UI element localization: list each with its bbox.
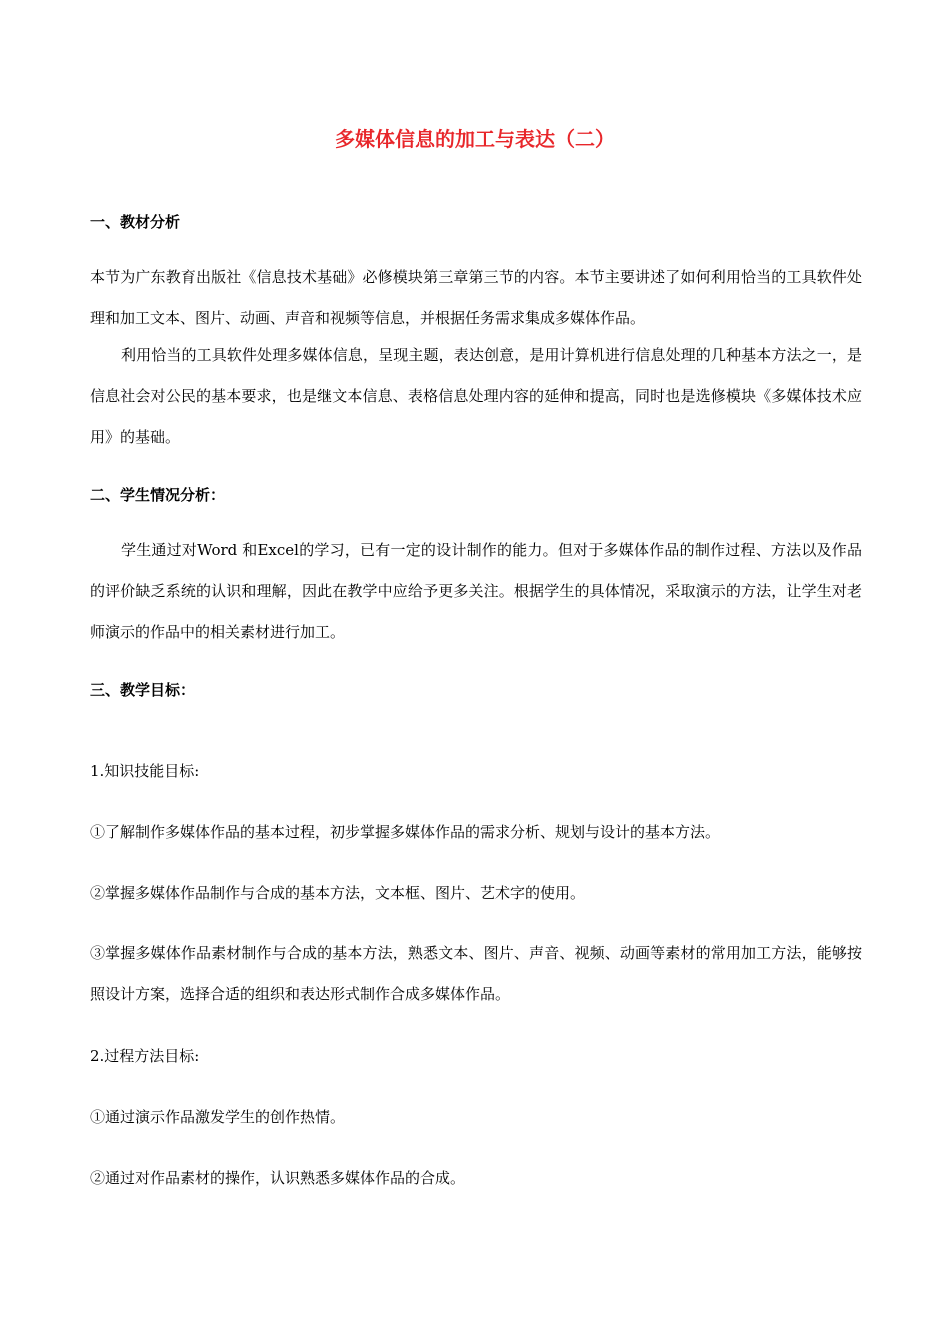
paragraph-textbook-significance: 利用恰当的工具软件处理多媒体信息，呈现主题，表达创意，是用计算机进行信息处理的几种基本方法之一，是信息社会对公民的基本要求，也是继文本信息、表格信息处理内容的延伸和提高，同时也是选修模块《多媒体技术应用》的基础。 xyxy=(90,346,862,446)
goal-process-item-2: ②通过对作品素材的操作，认识熟悉多媒体作品的合成。 xyxy=(90,1169,466,1187)
paragraph-student-analysis: 学生通过对Word 和Excel的学习，已有一定的设计制作的能力。但对于多媒体作品的制作过程、方法以及作品的评价缺乏系统的认识和理解，因此在教学中应给予更多关注。根据学生的具体情况，采取演示的方法，让学生对老师演示的作品中的相关素材进行加工。 xyxy=(90,541,862,641)
document-title: 多媒体信息的加工与表达（二） xyxy=(335,127,615,151)
goal-knowledge-item-2: ②掌握多媒体作品制作与合成的基本方法，文本框、图片、艺术字的使用。 xyxy=(90,884,586,902)
section-heading-teaching-goals: 三、教学目标： xyxy=(90,681,196,699)
goal-knowledge-label: 1.知识技能目标: xyxy=(90,762,200,780)
section-heading-textbook-analysis: 一、教材分析 xyxy=(90,213,181,231)
goal-process-label: 2.过程方法目标: xyxy=(90,1047,200,1065)
paragraph-textbook-intro: 本节为广东教育出版社《信息技术基础》必修模块第三章第三节的内容。本节主要讲述了如何利用恰当的工具软件处理和加工文本、图片、动画、声音和视频等信息，并根据任务需求集成多媒体作品。 xyxy=(90,268,862,327)
goal-process-item-1: ①通过演示作品激发学生的创作热情。 xyxy=(90,1108,346,1126)
section-heading-student-analysis: 二、学生情况分析： xyxy=(90,486,226,504)
goal-knowledge-item-3: ③掌握多媒体作品素材制作与合成的基本方法，熟悉文本、图片、声音、视频、动画等素材的常用加工方法，能够按照设计方案，选择合适的组织和表达形式制作合成多媒体作品。 xyxy=(90,944,862,1003)
goal-knowledge-item-1: ①了解制作多媒体作品的基本过程，初步掌握多媒体作品的需求分析、规划与设计的基本方法。 xyxy=(90,823,721,841)
